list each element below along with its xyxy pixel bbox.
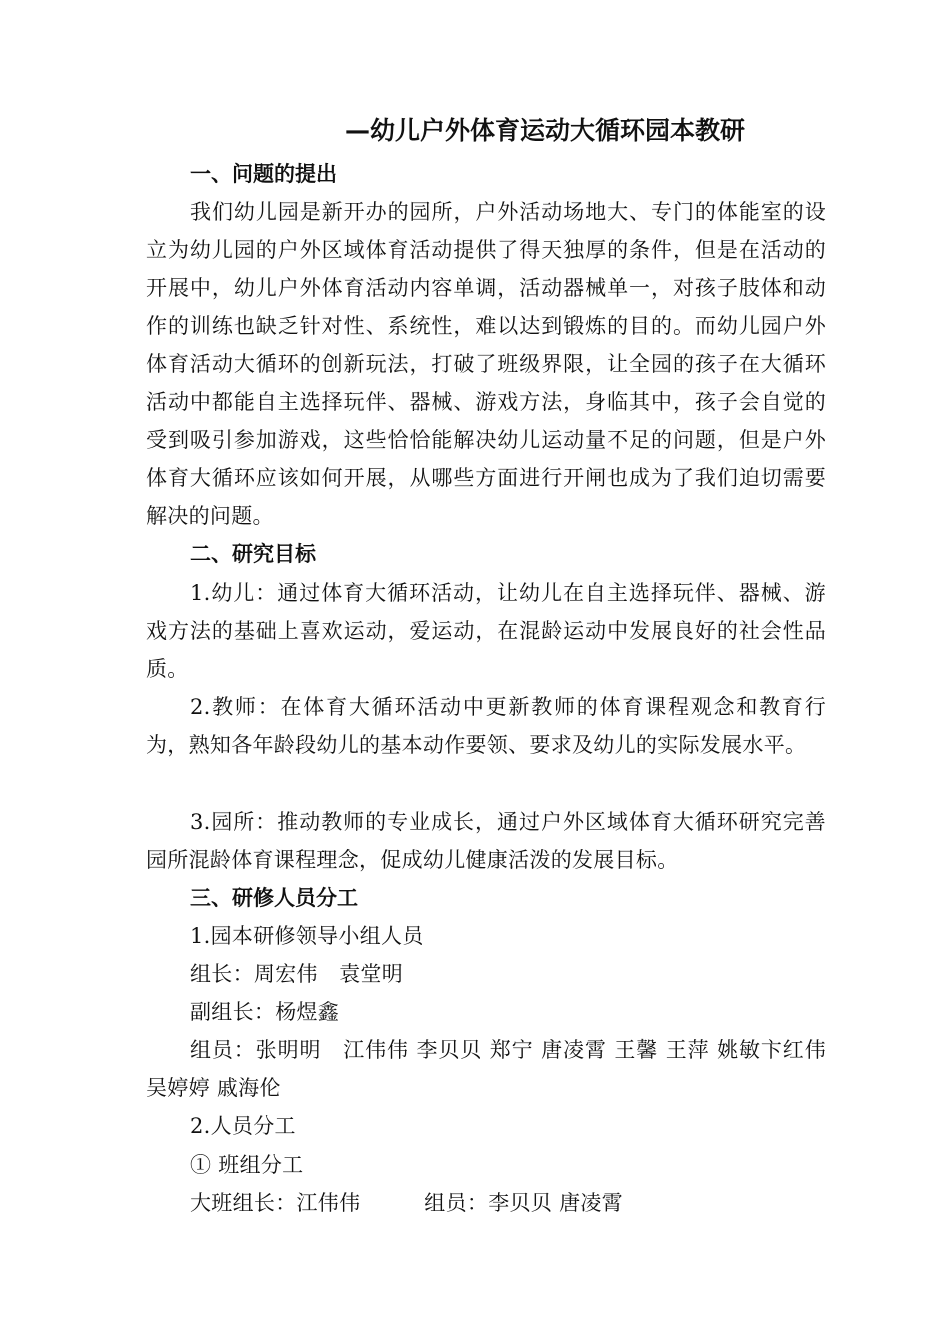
- paragraph-goal-teachers: 2.教师：在体育大循环活动中更新教师的体育课程观念和教育行为，熟知各年龄段幼儿的基本动作要领、要求及幼儿的实际发展水平。: [146, 695, 826, 757]
- section-heading-goals: 二、研究目标: [190, 542, 316, 566]
- big-class-line: 大班组长：江伟伟 组员：李贝贝 唐凌霄: [190, 1191, 623, 1215]
- leader-line: 组长：周宏伟 袁堂明: [190, 962, 403, 986]
- section-heading-staff: 三、研修人员分工: [190, 886, 358, 910]
- vice-leader-line: 副组长：杨煜鑫: [190, 1000, 340, 1024]
- paragraph-goal-kindergarten: 3.园所：推动教师的专业成长，通过户外区域体育大循环研究完善园所混龄体育课程理念，促成幼儿健康活泼的发展目标。: [146, 810, 826, 872]
- subheading-leadership-group: 1.园本研修领导小组人员: [190, 924, 424, 948]
- subheading-class-division: ① 班组分工: [190, 1153, 304, 1177]
- paragraph-problem: 我们幼儿园是新开办的园所，户外活动场地大、专门的体能室的设立为幼儿园的户外区域体育活动提供了得天独厚的条件，但是在活动的开展中，幼儿户外体育活动内容单调，活动器械单一，对孩子肢体和动作的训练也缺乏针对性、系统性，难以达到锻炼的目的。而幼儿园户外体育活动大循环的创新玩法，打破了班级界限，让全园的孩子在大循环活动中都能自主选择玩伴、器械、游戏方法，身临其中，孩子会自觉的受到吸引参加游戏，这些恰恰能解决幼儿运动量不足的问题，但是户外体育大循环应该如何开展，从哪些方面进行开闸也成为了我们迫切需要解决的问题。: [146, 200, 826, 528]
- paragraph-goal-children: 1.幼儿：通过体育大循环活动，让幼儿在自主选择玩伴、器械、游戏方法的基础上喜欢运动，爱运动，在混龄运动中发展良好的社会性品质。: [146, 581, 826, 681]
- subheading-staff-division: 2.人员分工: [190, 1114, 296, 1138]
- document-title: —幼儿户外体育运动大循环园本教研: [345, 116, 746, 145]
- members-line: 组员：张明明 江伟伟 李贝贝 郑宁 唐凌霄 王馨 王萍 姚敏卞红伟 吴婷婷 戚海伦: [146, 1038, 826, 1100]
- section-heading-problem: 一、问题的提出: [190, 162, 337, 186]
